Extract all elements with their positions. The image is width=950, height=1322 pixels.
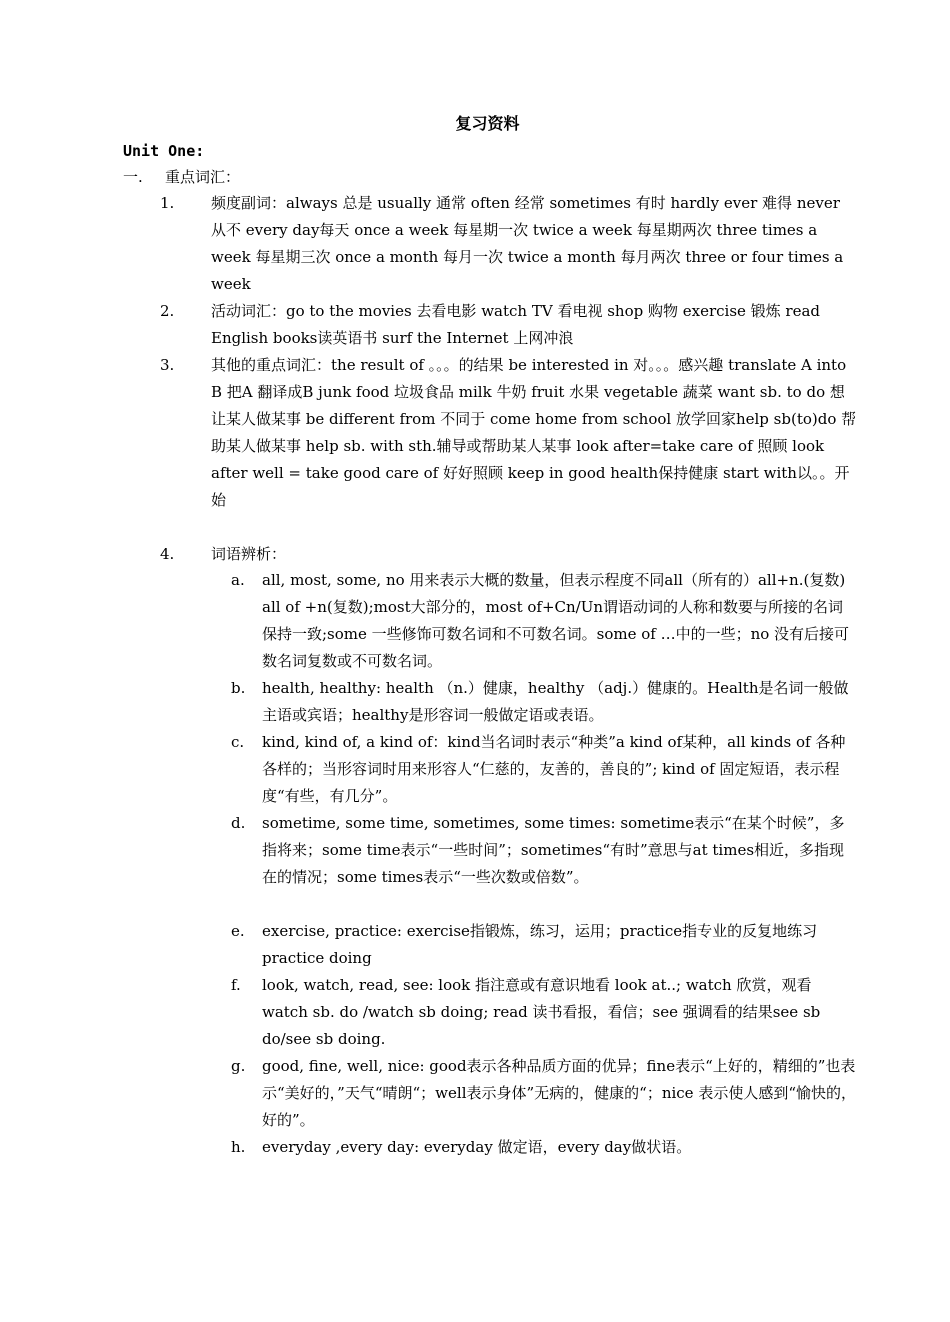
sub-item-marker: g. <box>231 1057 246 1075</box>
list-item-marker: 1. <box>160 194 175 212</box>
sub-item-marker: h. <box>231 1138 246 1156</box>
sub-item-text: look, watch, read, see: look 指注意或有意识地看 look at..; watch 欣赏，观看watch sb. do /watch sb doing; read 读书看报，看信；see 强调看的结果see sb do/see sb doing. <box>262 976 821 1048</box>
sub-item-marker: b. <box>231 679 246 697</box>
list-item-4 <box>160 541 860 568</box>
section-number: 一. <box>123 168 143 186</box>
sub-item-text: sometime, some time, sometimes, some times: sometime表示“在某个时候”，多指将来；some time表示“一些时间”；sometimes“有时”意思与at times相近，多指现在的情况；some times表示“一些次数或倍数”。 <box>262 814 845 886</box>
sub-item-text: exercise, practice: exercise指锻炼，练习，运用；practice指专业的反复地练习practice doing <box>262 922 818 967</box>
section-label: 重点词汇： <box>165 168 241 186</box>
list-item-2 <box>160 298 860 352</box>
sub-item-marker: d. <box>231 814 246 832</box>
list-item-text: 频度副词：always 总是 usually 通常 often 经常 sometimes 有时 hardly ever 难得 never 从不 every day每天 once a week 每星期一次 twice a week 每星期两次 three times a week 每星期三次 once a month 每月一次 twice a month 每月两次 three or four times a week <box>211 194 844 293</box>
list-item-marker: 3. <box>160 356 175 374</box>
sub-item-text: health, healthy: health （n.）健康，healthy （adj.）健康的。Health是名词一般做主语或宾语；healthy是形容词一般做定语或表语。 <box>262 679 849 724</box>
list-item-text: 词语辨析： <box>211 545 287 563</box>
list-item-text: 活动词汇：go to the movies 去看电影 watch TV 看电视 shop 购物 exercise 锻炼 read English books读英语书 surf the Internet 上网冲浪 <box>211 302 821 347</box>
sub-item-text: good, fine, well, nice: good表示各种品质方面的优异；fine表示“上好的，精细的”也表示“美好的，”天气“晴朗“；well表示身体”无病的，健康的“；nice 表示使人感到“愉快的，好的”。 <box>262 1057 856 1129</box>
document-title: 复习资料 <box>455 114 520 133</box>
list-item-1 <box>160 190 860 298</box>
sub-item-text: kind, kind of, a kind of：kind当名词时表示“种类”a kind of某种，all kinds of 各种各样的；当形容词时用来形容人“仁慈的，友善的，善良的”; kind of 固定短语，表示程度“有些，有几分”。 <box>262 733 846 805</box>
list-item-3 <box>160 352 860 541</box>
list-item-marker: 4. <box>160 545 175 563</box>
sub-item-marker: c. <box>231 733 245 751</box>
sub-item-marker: a. <box>231 571 245 589</box>
sub-item-text: everyday ,every day: everyday 做定语，every day做状语。 <box>262 1138 692 1156</box>
section-heading <box>123 166 240 188</box>
sub-item-marker: e. <box>231 922 245 940</box>
list-item-marker: 2. <box>160 302 175 320</box>
unit-heading: Unit One: <box>123 142 205 160</box>
list-item-text: 其他的重点词汇：the result of 。。。的结果 be interested in 对。。。感兴趣 translate A into B 把A 翻译成B junk food 垃圾食品 milk 牛奶 fruit 水果 vegetable 蔬菜 want sb. to do 想让某人做某事 be different from 不同于 come home from school 放学回家help sb(to)do 帮助某人做某事 help sb. with sth.辅导或帮助某人某事 look after=take care of 照顾 look after well = take good care of 好好照顾 keep in good health保持健康 start with以。。开始 <box>211 356 857 509</box>
sub-item-marker: f. <box>231 976 241 994</box>
sub-item-text: all, most, some, no 用来表示大概的数量，但表示程度不同all（所有的）all+n.(复数) all of +n(复数);most大部分的，most of+Cn/Un谓语动词的人称和数要与所接的名词保持一致;some 一些修饰可数名词和不可数名词。some of …中的一些；no 没有后接可数名词复数或不可数名词。 <box>262 571 850 670</box>
